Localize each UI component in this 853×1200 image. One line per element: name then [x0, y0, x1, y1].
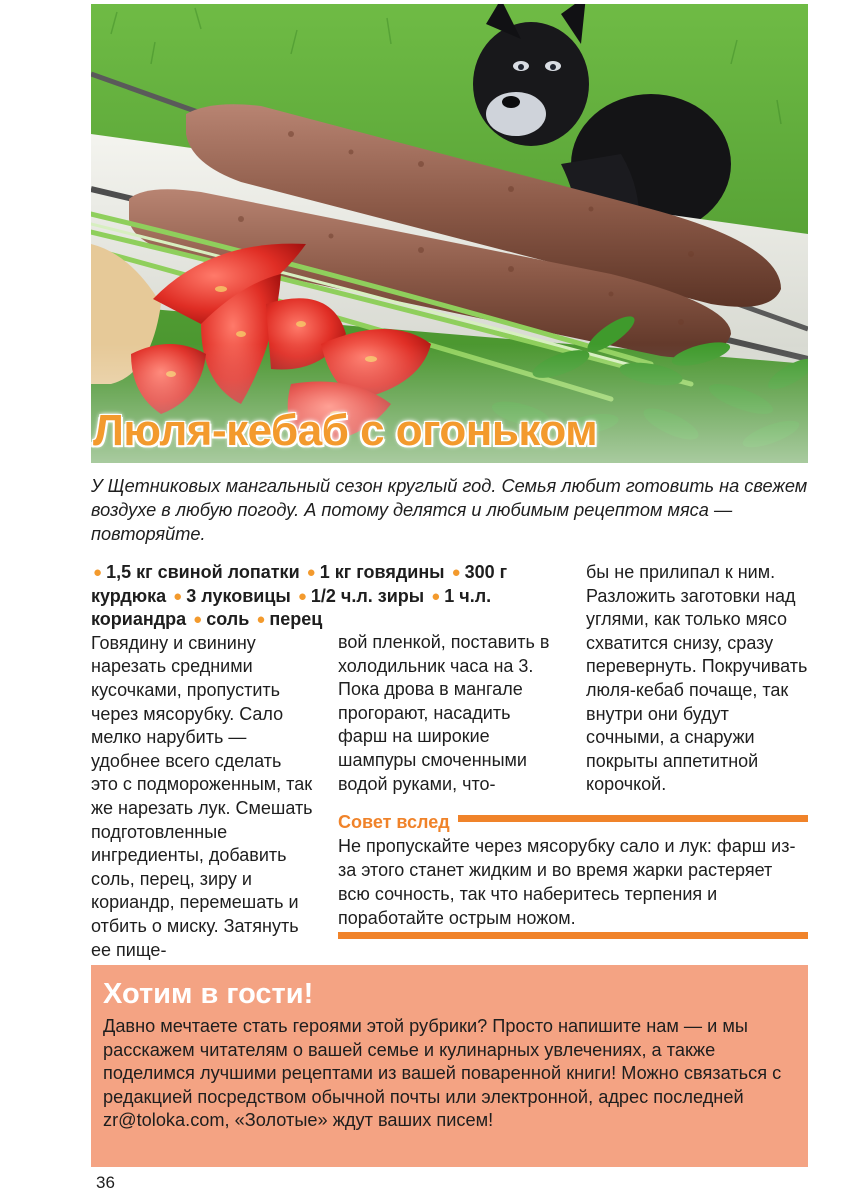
column-3	[586, 561, 808, 797]
recipe-text-part-3: бы не прилипал к ним. Разложить заготовки над углями, как только мясо схватится снизу, сразу перевернуть. Покручивать люля-кебаб почаще, так внутри они будут сочными, а снаружи покрыты аппетитной корочкой.	[586, 562, 808, 795]
tip-title: Совет вслед	[338, 810, 458, 834]
ingredient-item: перец	[269, 609, 323, 630]
ingredient-item: 1 кг говядины	[319, 562, 445, 582]
ingredient-item: 1,5 кг свиной лопатки	[106, 562, 300, 582]
recipe-text-part-2: вой пленкой, поставить в холодильник часа на 3. Пока дрова в мангале прогорают, насадить фарш на широкие шампуры смоченными водой руками, что-	[338, 632, 550, 794]
recipe-text-part-1: Говядину и свинину нарезать средними кусочками, пропустить через мясорубку. Сало мелко нарубить — удобнее всего сделать это с подмороженным, так же нарезать лук. Смешать подготовленные ингредиенты, добавить соль, перец, зиру и кориандр, перемешать и отбить о миску. Затянуть ее пище-	[91, 632, 313, 960]
hero-illustration	[91, 4, 808, 463]
page-number: 36	[96, 1173, 115, 1192]
tip-text: Не пропускайте через мясорубку сало и лук: фарш из-за этого станет жидким и во время жарки растеряет всю сочность, так что наберитесь терпения и поработайте острым ножом.	[338, 836, 796, 928]
callout-text: Давно мечтаете стать героями этой рубрики? Просто напишите нам — и мы расскажем читателям о вашей семье и кулинарных увлечениях, а также поделимся лучшими рецептами из вашей поваренной книги! Можно связаться с редакцией посредством обычной почты или электронной, адрес последней zr@toloka.com, «Золотые» ждут ваших писем!	[103, 1016, 782, 1131]
ingredients-list	[91, 561, 561, 632]
ingredient-item: 300 г курдюка	[91, 562, 508, 606]
ingredient-bullet: ●	[256, 611, 266, 629]
ingredient-bullet: ●	[297, 587, 307, 605]
hero-photo	[91, 4, 808, 463]
callout-title: Хотим в гости!	[103, 978, 314, 1010]
column-2	[338, 631, 560, 796]
article-title: Люля-кебаб с огоньком	[93, 406, 598, 455]
ingredient-bullet: ●	[93, 564, 103, 581]
callout-box	[91, 965, 808, 1167]
ingredient-bullet: ●	[193, 611, 203, 629]
article-lead: У Щетниковых мангальный сезон круглый год. Семья любит готовить на свежем воздухе в любую погоду. А потому делятся и любимым рецептом мяса — повторяйте.	[91, 476, 808, 544]
tip-rule-bottom	[338, 932, 808, 939]
ingredient-item: 3 луковицы	[186, 585, 291, 606]
ingredient-bullet: ●	[306, 564, 316, 581]
ingredient-item: 1/2 ч.л. зиры	[310, 585, 425, 606]
ingredient-bullet: ●	[173, 587, 183, 605]
ingredient-bullet: ●	[451, 564, 461, 581]
ingredient-item: соль	[206, 609, 250, 630]
ingredient-item: 1 ч.л. кориандра	[91, 585, 492, 630]
ingredient-bullet: ●	[431, 587, 441, 605]
